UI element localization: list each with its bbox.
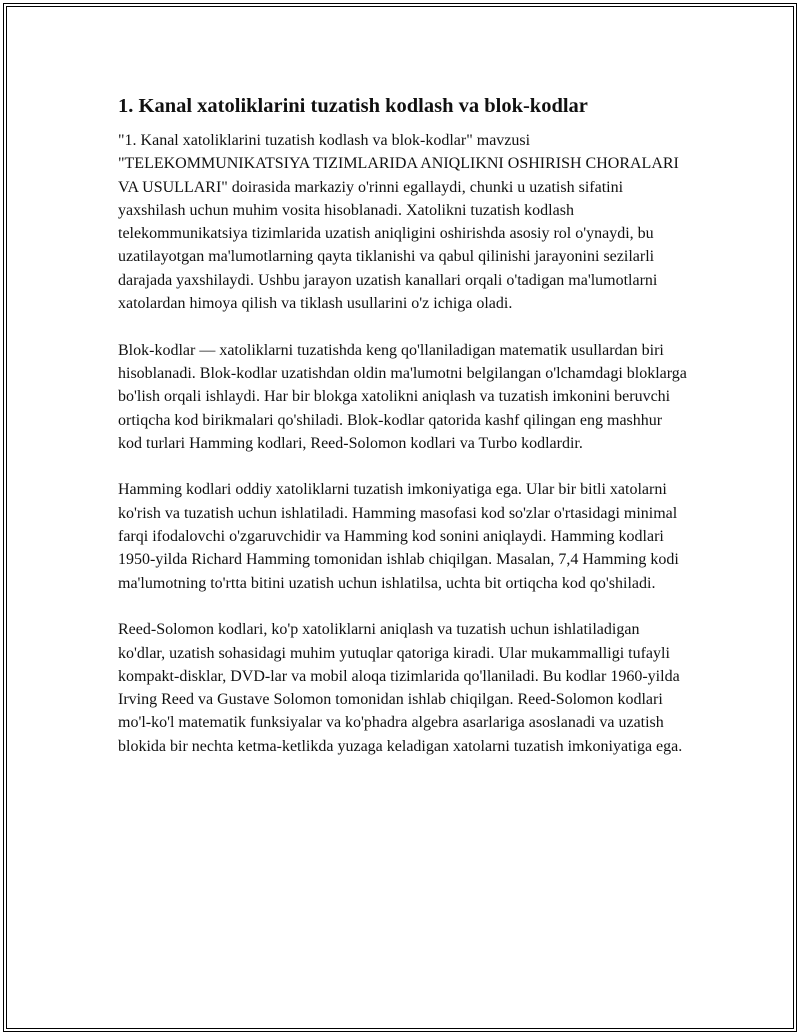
paragraph-reed-solomon-codes: Reed-Solomon kodlari, ko'p xatoliklarni aniqlash va tuzatish uchun ishlatiladigan ko'dlar, uzatish sohasidagi muhim yutuqlar qatoriga kiradi. Ular mukammalligi tufayli kompakt-disklar, DVD-lar va mobil aloqa tizimlarida qo'llaniladi. Bu kodlar 1960-yilda Irving Reed va Gustave Solomon tomonidan ishlab chiqilgan. Reed-Solomon kodlari mo'l-ko'l matematik funksiyalar va ko'phadra algebra asarlariga asoslanadi va uzatish blokida bir nechta ketma-ketlikda yuzaga keladigan xatolarni tuzatish imkoniyatiga ega. [118,621,683,755]
page-title: 1. Kanal xatoliklarini tuzatish kodlash va blok-kodlar [118,95,588,117]
document-body [118,93,688,781]
paragraph-block-codes: Blok-kodlar — xatoliklarni tuzatishda keng qo'llaniladigan matematik usullardan biri hisoblanadi. Blok-kodlar uzatishdan oldin ma'lumotni belgilangan o'lchamdagi bloklarga bo'lish orqali ishlaydi. Har bir blokga xatolikni aniqlash va tuzatish imkonini beruvchi ortiqcha kod birikmalari qo'shiladi. Blok-kodlar qatorida kashf qilingan eng mashhur kod turlari Hamming kodlari, Reed-Solomon kodlari va Turbo kodlardir. [118,341,687,452]
paragraph-hamming-codes: Hamming kodlari oddiy xatoliklarni tuzatish imkoniyatiga ega. Ular bir bitli xatolarni ko'rish va tuzatish uchun ishlatiladi. Hamming masofasi kod so'zlar o'rtasidagi minimal farqi ifodalovchi o'zgaruvchidir va Hamming kod sonini aniqlaydi. Hamming kodlari 1950-yilda Richard Hamming tomonidan ishlab chiqilgan. Masalan, 7,4 Hamming kodi ma'lumotning to'rtta bitini uzatish uchun ishlatilsa, uchta bit ortiqcha kod qo'shiladi. [118,481,679,592]
paragraph-intro: "1. Kanal xatoliklarini tuzatish kodlash va blok-kodlar" mavzusi "TELEKOMMUNIKATSIYA TIZIMLARIDA ANIQLIKNI OSHIRISH CHORALARI VA USULLARI" doirasida markaziy o'rinni egallaydi, chunki u uzatish sifatini yaxshilash uchun muhim vosita hisoblanadi. Xatolikni tuzatish kodlash telekommunikatsiya tizimlarida uzatish aniqligini oshirishda asosiy rol o'ynaydi, bu uzatilayotgan ma'lumotlarning qayta tiklanishi va qabul qilinishi jarayonini sezilarli darajada yaxshilaydi. Ushbu jarayon uzatish kanallari orqali o'tadigan ma'lumotlarni xatolardan himoya qilish va tiklash usullarini o'z ichiga oladi. [118,132,679,313]
